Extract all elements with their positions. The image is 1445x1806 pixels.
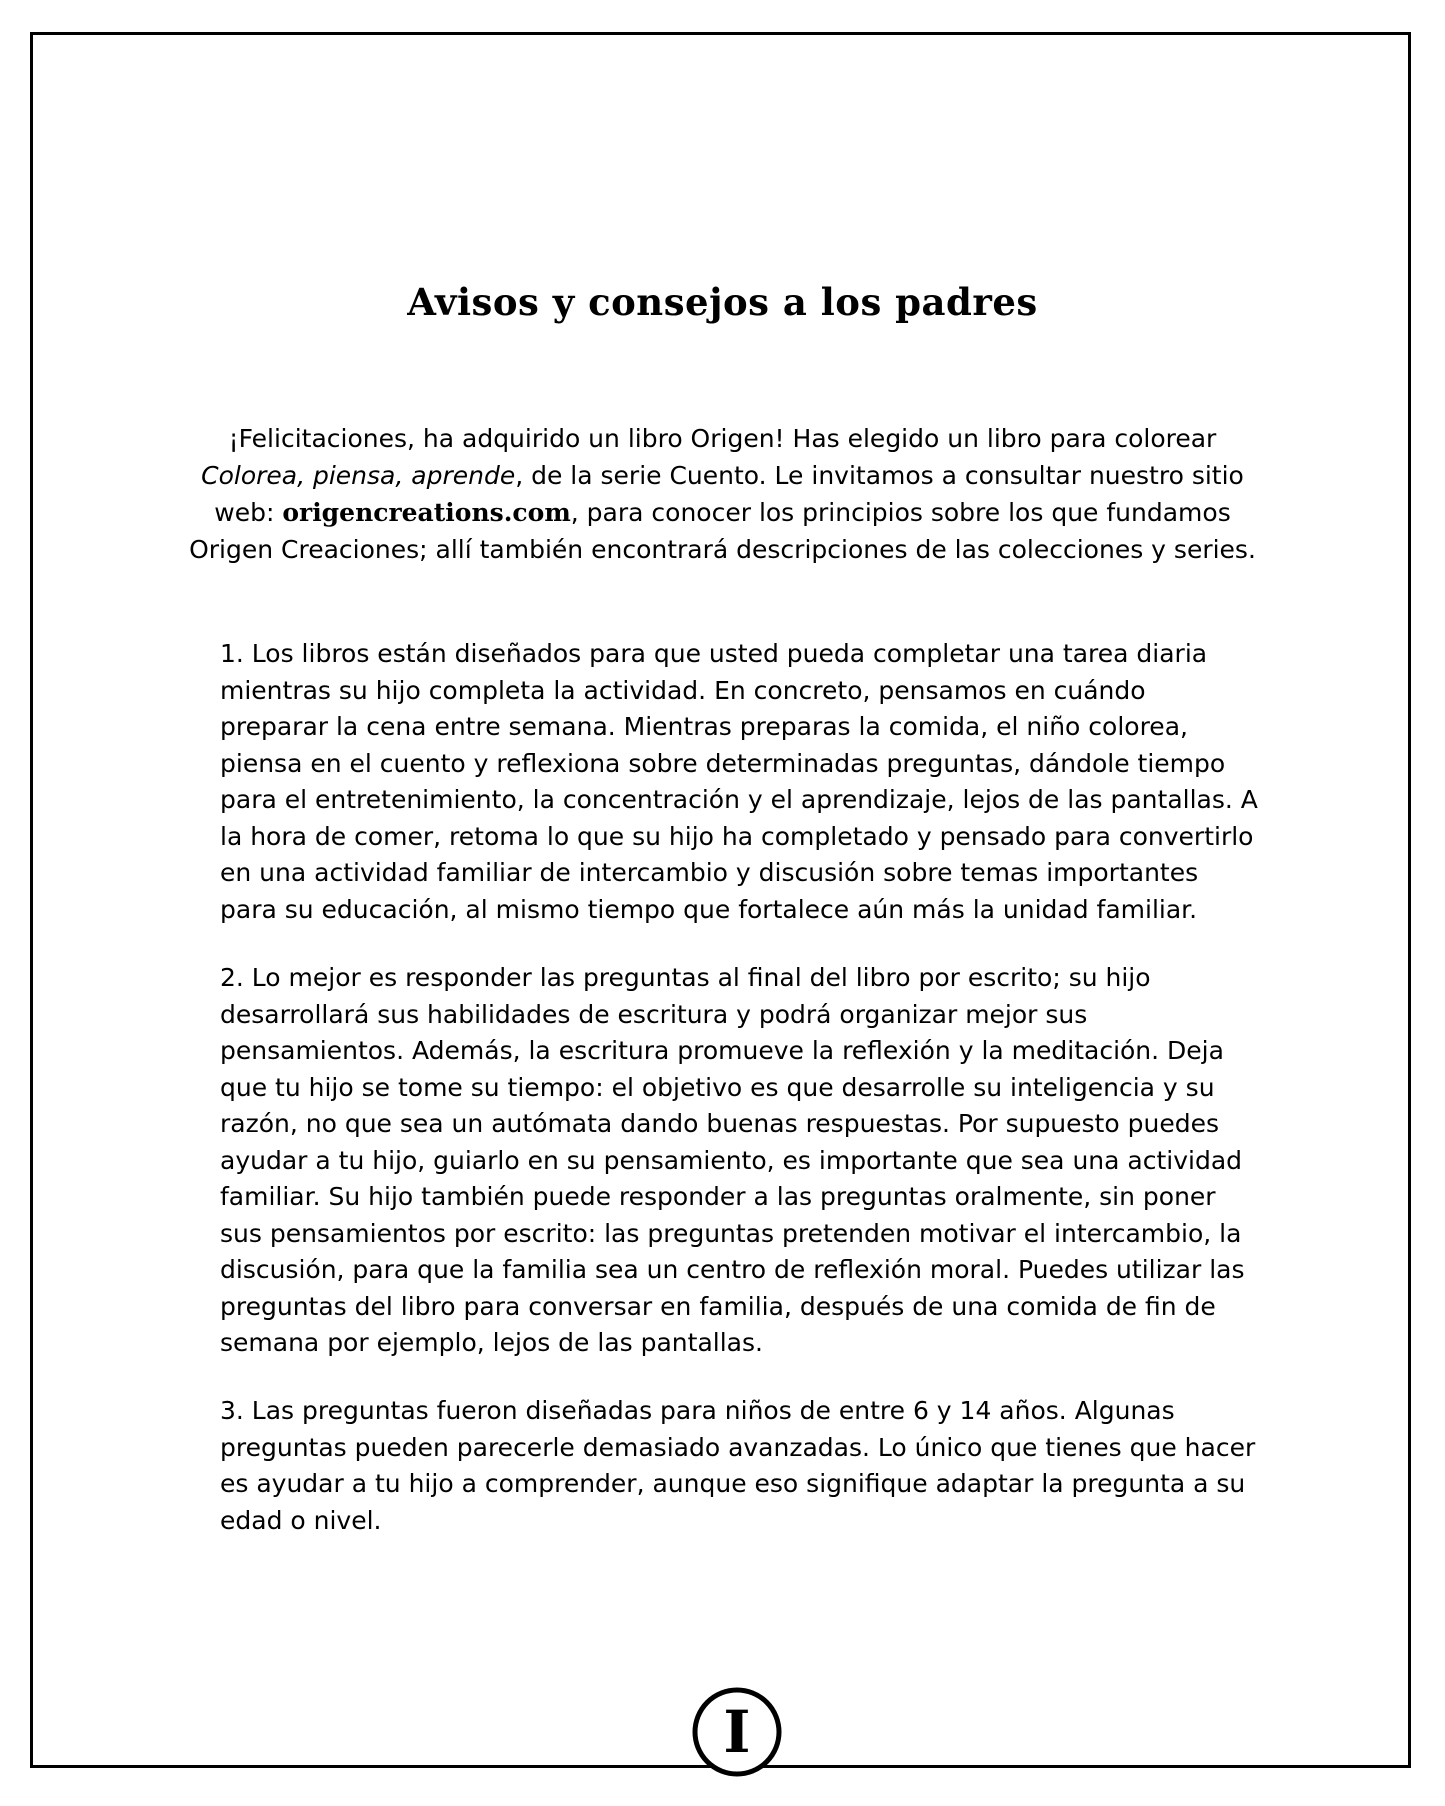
book-title: Colorea, piensa, aprende: [201, 461, 516, 490]
logo-letter: I: [723, 1698, 751, 1766]
intro-text-part1: ¡Felicitaciones, ha adquirido un libro Origen! Has elegido un libro para colorear: [228, 424, 1217, 453]
advice-paragraph-3: 3. Las preguntas fueron diseñadas para niños de entre 6 y 14 años. Algunas preguntas pueden parecerle demasiado avanzadas. Lo único que tienes que hacer es ayudar a tu hijo a comprender, aunque eso signifique adaptar la pregunta a su edad o nivel.: [220, 1396, 1256, 1535]
intro-text-part2: , de la serie Cuento. Le invitamos a consultar nuestro sitio web:: [214, 461, 1244, 527]
intro-text-part3: , para conocer los principios sobre los que fundamos Origen Creaciones; allí también encontrará descripciones de las colecciones y series.: [189, 498, 1256, 564]
website-link[interactable]: origencreations.com: [282, 498, 571, 527]
origen-circle-logo-icon: [691, 1686, 783, 1778]
advice-paragraph-1: 1. Los libros están diseñados para que usted pueda completar una tarea diaria mientras su hijo completa la actividad. En concreto, pensamos en cuándo preparar la cena entre semana. Mientras preparas la comida, el niño colorea, piensa en el cuento y reflexiona sobre determinadas preguntas, dándole tiempo para el entretenimiento, la concentración y el aprendizaje, lejos de las pantallas. A la hora de comer, retoma lo que su hijo ha completado y pensado para convertirlo en una actividad familiar de intercambio y discusión sobre temas importantes para su educación, al mismo tiempo que fortalece aún más la unidad familiar.: [220, 639, 1258, 924]
page-title: Avisos y consejos a los padres: [407, 280, 1038, 324]
intro-paragraph: [180, 420, 1265, 568]
advice-paragraph-2: 2. Lo mejor es responder las preguntas al final del libro por escrito; su hijo desarrollará sus habilidades de escritura y podrá organizar mejor sus pensamientos. Además, la escritura promueve la reflexión y la meditación. Deja que tu hijo se tome su tiempo: el objetivo es que desarrolle su inteligencia y su razón, no que sea un autómata dando buenas respuestas. Por supuesto puedes ayudar a tu hijo, guiarlo en su pensamiento, es importante que sea una actividad familiar. Su hijo también puede responder a las preguntas oralmente, sin poner sus pensamientos por escrito: las preguntas pretenden motivar el intercambio, la discusión, para que la familia sea un centro de reflexión moral. Puedes utilizar las preguntas del libro para conversar en familia, después de una comida de fin de semana por ejemplo, lejos de las pantallas.: [220, 963, 1245, 1357]
